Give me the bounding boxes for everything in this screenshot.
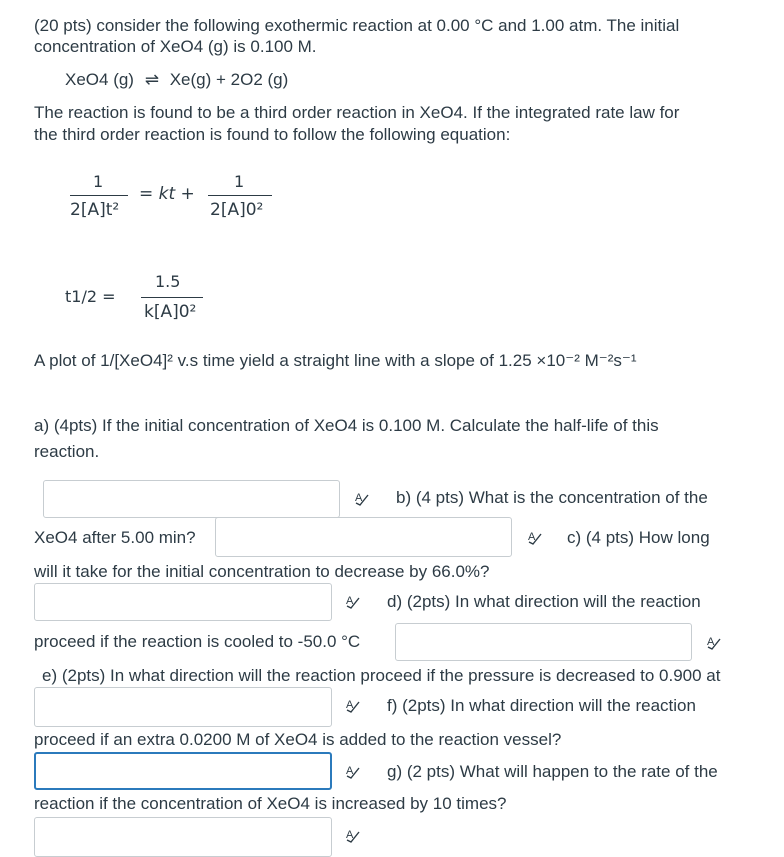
question-c-part1: c) (4 pts) How long xyxy=(567,528,710,547)
spellcheck-icon[interactable] xyxy=(705,634,721,650)
answer-g-input[interactable] xyxy=(34,817,332,857)
answer-f-input[interactable] xyxy=(34,752,332,790)
question-f-part2: proceed if an extra 0.0200 M of XeO4 is added to the reaction vessel? xyxy=(34,730,562,749)
eq1-middle: = kt + xyxy=(139,184,195,204)
eq2-denominator: k[A]0² xyxy=(144,302,197,322)
answer-d-input[interactable] xyxy=(395,623,692,661)
question-b-part2: XeO4 after 5.00 min? xyxy=(34,528,196,547)
spellcheck-icon[interactable] xyxy=(344,593,360,609)
answer-b-input[interactable] xyxy=(215,517,512,557)
reaction-reactant: XeO4 (g) xyxy=(65,70,134,89)
svg-text:A: A xyxy=(707,636,715,648)
answer-e-input[interactable] xyxy=(34,687,332,727)
question-header-line1: (20 pts) consider the following exothermic reaction at 0.00 °C and 1.00 atm. The initial xyxy=(34,16,680,35)
svg-text:A: A xyxy=(355,492,363,504)
svg-text:A: A xyxy=(346,699,354,711)
question-c-part2: will it take for the initial concentration to decrease by 66.0%? xyxy=(34,562,490,581)
eq1-fraction-bar-left xyxy=(70,195,128,196)
spellcheck-icon[interactable] xyxy=(526,529,542,545)
question-g-part2: reaction if the concentration of XeO4 is increased by 10 times? xyxy=(34,794,507,813)
answer-a-input[interactable] xyxy=(43,480,340,518)
question-f-part1: f) (2pts) In what direction will the reaction xyxy=(387,696,696,715)
eq1-numerator-right: 1 xyxy=(234,172,245,191)
question-d-part1: d) (2pts) In what direction will the reaction xyxy=(387,592,701,611)
svg-text:A: A xyxy=(346,765,354,777)
question-a-line2: reaction. xyxy=(34,442,100,461)
answer-c-input[interactable] xyxy=(34,583,332,621)
reaction-products: Xe(g) + 2O2 (g) xyxy=(169,70,289,89)
question-e: e) (2pts) In what direction will the reaction proceed if the pressure is decreased to 0.900 at xyxy=(42,666,721,685)
eq2-fraction-bar xyxy=(141,297,203,298)
eq2-numerator: 1.5 xyxy=(155,272,181,291)
rate-law-intro-line1: The reaction is found to be a third order reaction in XeO4. If the integrated rate law for xyxy=(34,103,680,122)
reaction-equilibrium-arrow: ⇌ xyxy=(144,70,159,89)
rate-law-intro-line2: the third order reaction is found to follow the following equation: xyxy=(34,125,511,144)
eq2-lhs: t1/2 = xyxy=(65,287,116,306)
svg-text:A: A xyxy=(528,531,536,543)
svg-text:A: A xyxy=(346,829,354,841)
question-header-line2: concentration of XeO4 (g) is 0.100 M. xyxy=(34,37,317,56)
eq1-numerator-left: 1 xyxy=(93,172,104,191)
spellcheck-icon[interactable] xyxy=(344,827,360,843)
question-b-part1: b) (4 pts) What is the concentration of the xyxy=(396,488,708,507)
spellcheck-icon[interactable] xyxy=(353,490,369,506)
question-a-line1: a) (4pts) If the initial concentration of XeO4 is 0.100 M. Calculate the half-life of this xyxy=(34,416,659,435)
eq1-fraction-bar-right xyxy=(208,195,272,196)
plot-statement: A plot of 1/[XeO4]² v.s time yield a straight line with a slope of 1.25 ×10⁻² M⁻²s⁻¹ xyxy=(34,351,637,370)
svg-text:A: A xyxy=(346,595,354,607)
eq1-denominator-right: 2[A]0² xyxy=(210,200,264,220)
spellcheck-icon[interactable] xyxy=(344,763,360,779)
question-d-part2: proceed if the reaction is cooled to -50.0 °C xyxy=(34,632,361,651)
eq1-denominator-left: 2[A]t² xyxy=(70,200,120,220)
question-g-part1: g) (2 pts) What will happen to the rate of the xyxy=(387,762,718,781)
reaction-equation xyxy=(65,70,288,90)
spellcheck-icon[interactable] xyxy=(344,697,360,713)
